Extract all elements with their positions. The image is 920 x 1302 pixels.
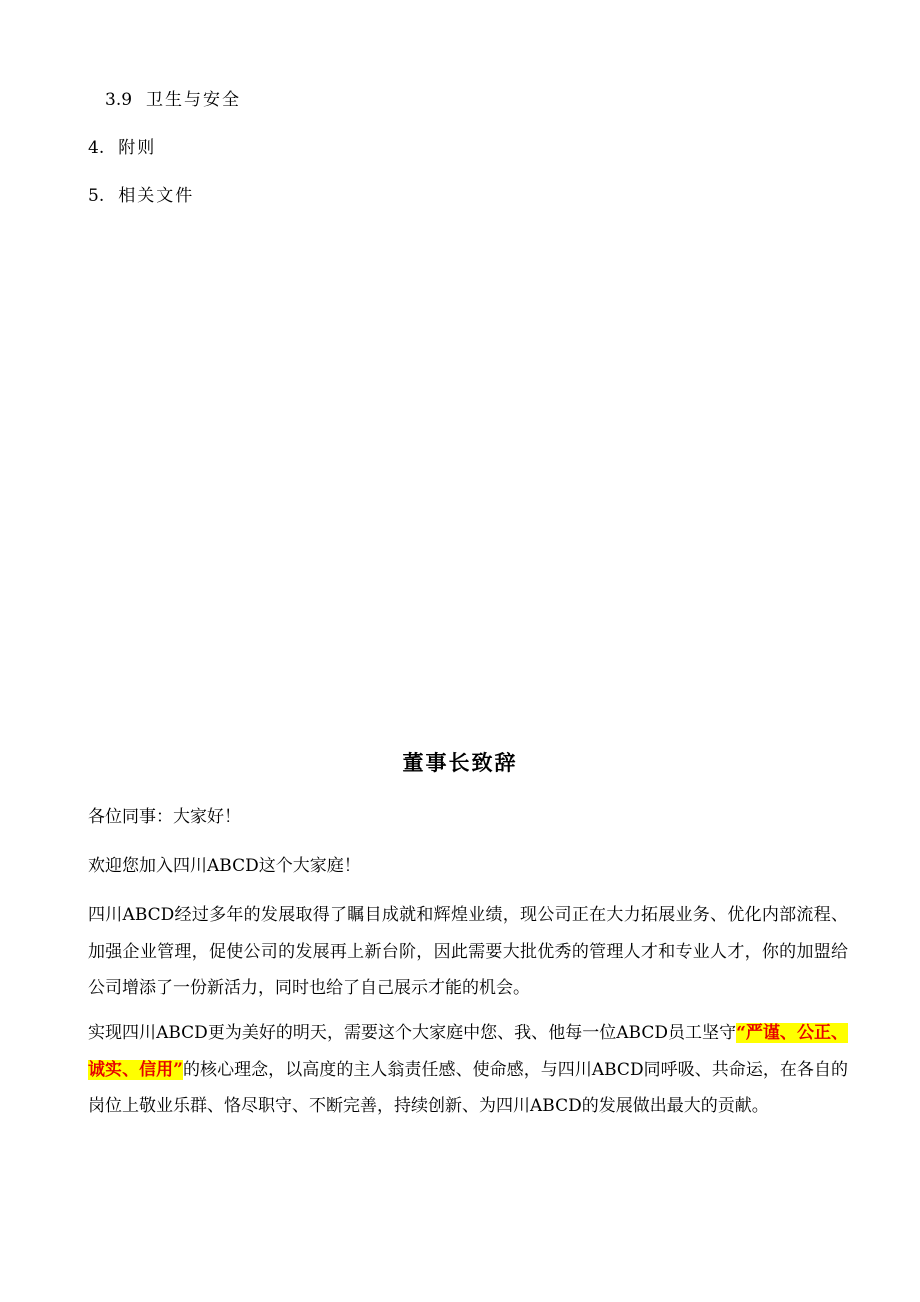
toc-item-label: 卫生与安全 — [146, 90, 242, 110]
letter-paragraph-1: 四川ABCD经过多年的发展取得了瞩目成就和辉煌业绩，现公司正在大力拓展业务、优化内部流程、加强企业管理，促使公司的发展再上新台阶，因此需要大批优秀的管理人才和专业人才，你的加盟给公司增添了一份新活力，同时也给了自己展示才能的机会。 — [88, 905, 848, 998]
letter-paragraph-2 — [88, 1015, 848, 1125]
paragraph-2-before: 实现四川ABCD更为美好的明天，需要这个大家庭中您、我、他每一位ABCD员工坚守 — [88, 1023, 737, 1043]
toc-item-number: 5. — [88, 186, 105, 206]
toc-item-3-9 — [105, 89, 241, 111]
toc-item-4 — [88, 137, 156, 159]
core-values-highlight: “严谨、公正、诚实、信用” — [88, 1023, 848, 1080]
letter-welcome: 欢迎您加入四川ABCD这个大家庭！ — [88, 856, 361, 876]
letter-title: 董事长致辞 — [402, 750, 518, 775]
paragraph-2-after: 的核心理念，以高度的主人翁责任感、使命感，与四川ABCD同呼吸、共命运，在各自的岗位上敬业乐群、恪尽职守、不断完善，持续创新、为四川ABCD的发展做出最大的贡献。 — [88, 1059, 848, 1116]
toc-item-label: 相关文件 — [118, 186, 195, 206]
toc-item-number: 3.9 — [105, 90, 133, 110]
letter-greeting: 各位同事：大家好！ — [88, 807, 241, 827]
toc-item-label: 附则 — [118, 138, 157, 158]
toc-item-number: 4. — [88, 138, 105, 158]
toc-item-5 — [88, 185, 194, 207]
